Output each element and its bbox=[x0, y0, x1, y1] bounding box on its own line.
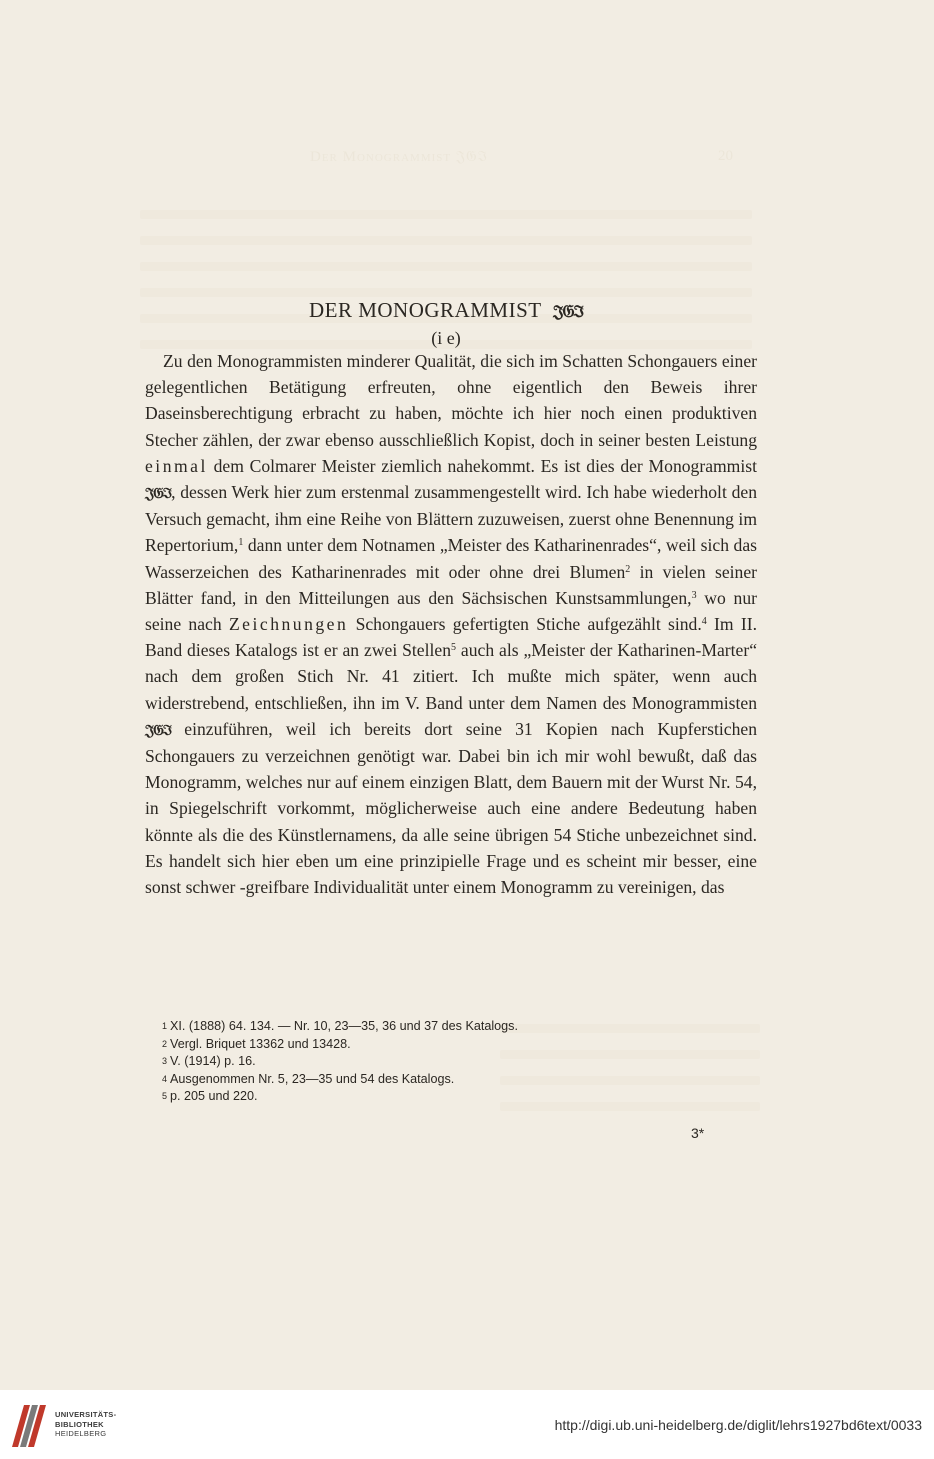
page-title-text: DER MONOGRAMMIST bbox=[308, 298, 542, 322]
footnote-text: Vergl. Briquet 13362 und 13428. bbox=[170, 1036, 351, 1051]
footnote-number: 4 bbox=[162, 1073, 168, 1084]
footnote-number: 2 bbox=[162, 1038, 168, 1049]
emphasized-word: Zeichnungen bbox=[228, 614, 349, 635]
signature-mark: 3* bbox=[691, 1125, 705, 1141]
footnote bbox=[162, 1036, 762, 1054]
body-text-run: Im II. Band dieses Katalogs ist er an zwei Stellen bbox=[145, 614, 757, 661]
footnote-reference: 3 bbox=[691, 589, 697, 601]
chapter-heading bbox=[140, 296, 752, 350]
page-title bbox=[140, 296, 752, 326]
monogram-icon: 𝔍𝔊ℑ bbox=[145, 720, 172, 739]
page-subtitle: (i e) bbox=[431, 328, 461, 348]
bleed-through-line bbox=[140, 236, 752, 245]
footnote-text: p. 205 und 220. bbox=[170, 1089, 258, 1103]
body-text-run: in vielen seiner Blätter fand, in den Mitteilungen aus den Sächsischen Kunstsammlungen, bbox=[145, 561, 757, 608]
footnote bbox=[162, 1071, 762, 1089]
footnote bbox=[162, 1053, 762, 1071]
body-text-run: Schongauers gefertigten Stiche aufgezählt sind. bbox=[348, 614, 702, 635]
body-text-run: dann unter dem Notnamen „Meister des Katharinenrades“, weil sich das Wasserzeichen des Katharinenrades mit oder ohne drei Blumen bbox=[145, 535, 757, 582]
monogram-icon: 𝔍𝔊ℑ bbox=[145, 484, 172, 503]
emphasized-word: einmal bbox=[145, 455, 208, 476]
monogram-icon: 𝔍𝔊ℑ bbox=[553, 302, 584, 322]
footnote-number: 3 bbox=[162, 1056, 168, 1066]
library-name-line1: UNIVERSITÄTS- bbox=[55, 1410, 117, 1419]
footnote-reference: 5 bbox=[451, 642, 456, 654]
bleed-through-line bbox=[140, 210, 752, 219]
body-text-run: wo nur seine nach bbox=[145, 587, 757, 635]
bleed-through-page-number: 20 bbox=[718, 148, 733, 164]
library-name bbox=[55, 1410, 116, 1439]
footnote bbox=[162, 1018, 762, 1036]
source-url-link[interactable]: http://digi.ub.uni-heidelberg.de/diglit/lehrs1927bd6text/0033 bbox=[554, 1417, 922, 1433]
footnote-number: 5 bbox=[162, 1091, 168, 1101]
footnote-text: XI. (1888) 64. 134. — Nr. 10, 23—35, 36 und 37 des Katalogs. bbox=[170, 1019, 518, 1033]
footnote-reference: 2 bbox=[625, 563, 631, 575]
library-name-line2: BIBLIOTHEK bbox=[55, 1419, 104, 1429]
library-logo-icon bbox=[10, 1403, 50, 1449]
body-text-run: einzuführen, weil ich bereits dort seine 31 Kopien nach Kupferstichen Schongauers zu verzeichnen genötigt war. Dabei bin ich mir wohl bewußt, daß das Monogramm, welches nur auf einem einzigen Blatt, dem Bauern mit der Wurst Nr. 54, in Spiegelschrift vorkommt, möglicherweise auch eine andere Bedeutung haben könnte als die des Künstlernamens, da alle seine übrigen 54 Stiche unbezeichnet sind. Es handelt sich hier eben um eine prinzipielle Frage und es scheint mir besser, eine sonst schwer -greifbare Individualität unter einem Monogramm zu vereinigen, das bbox=[145, 718, 757, 898]
bleed-through-running-head: Der Monogrammist 𝔍𝔊ℑ bbox=[310, 149, 488, 165]
body-text-run: Zu den Monogrammisten minderer Qualität, die sich im Schatten Schongauers einer gelegentlichen Betätigung erfreuten, ohne eigentlich den Beweis ihrer Daseinsberechtigung erbracht zu haben, möchte ich hier noch einen produktiven Stecher zählen, der zwar ebenso ausschließlich Kopist, doch in seiner besten Leistung bbox=[145, 351, 757, 450]
body-text-run: dem Colmarer Meister ziemlich nahekommt. Es ist dies der Monogrammist bbox=[207, 455, 757, 476]
library-name-line3: HEIDELBERG bbox=[55, 1429, 107, 1438]
footnote-text: V. (1914) p. 16. bbox=[170, 1054, 256, 1068]
body-text-run: auch als „Meister der Katharinen-Marter“ nach dem großen Stich Nr. 41 zitiert. Ich mußte mich später, wenn auch widerstrebend, entschließen, ihn im V. Band unter dem Namen des Monogrammisten bbox=[145, 640, 757, 713]
footnote-reference: 1 bbox=[238, 537, 244, 549]
footnote-text: Ausgenommen Nr. 5, 23—35 und 54 des Katalogs. bbox=[170, 1071, 455, 1086]
bleed-through-line bbox=[140, 262, 752, 271]
footnote bbox=[162, 1088, 762, 1106]
footnotes bbox=[162, 1018, 762, 1106]
body-paragraph bbox=[145, 348, 757, 900]
footnote-number: 1 bbox=[162, 1021, 168, 1031]
footnote-reference: 4 bbox=[701, 616, 707, 628]
body-text-run: , dessen Werk hier zum erstenmal zusammengestellt wird. Ich habe wiederholt den Versuch gemacht, ihm eine Reihe von Blättern zuzuweisen, zuerst ohne Benennung im Repertorium, bbox=[145, 482, 757, 556]
